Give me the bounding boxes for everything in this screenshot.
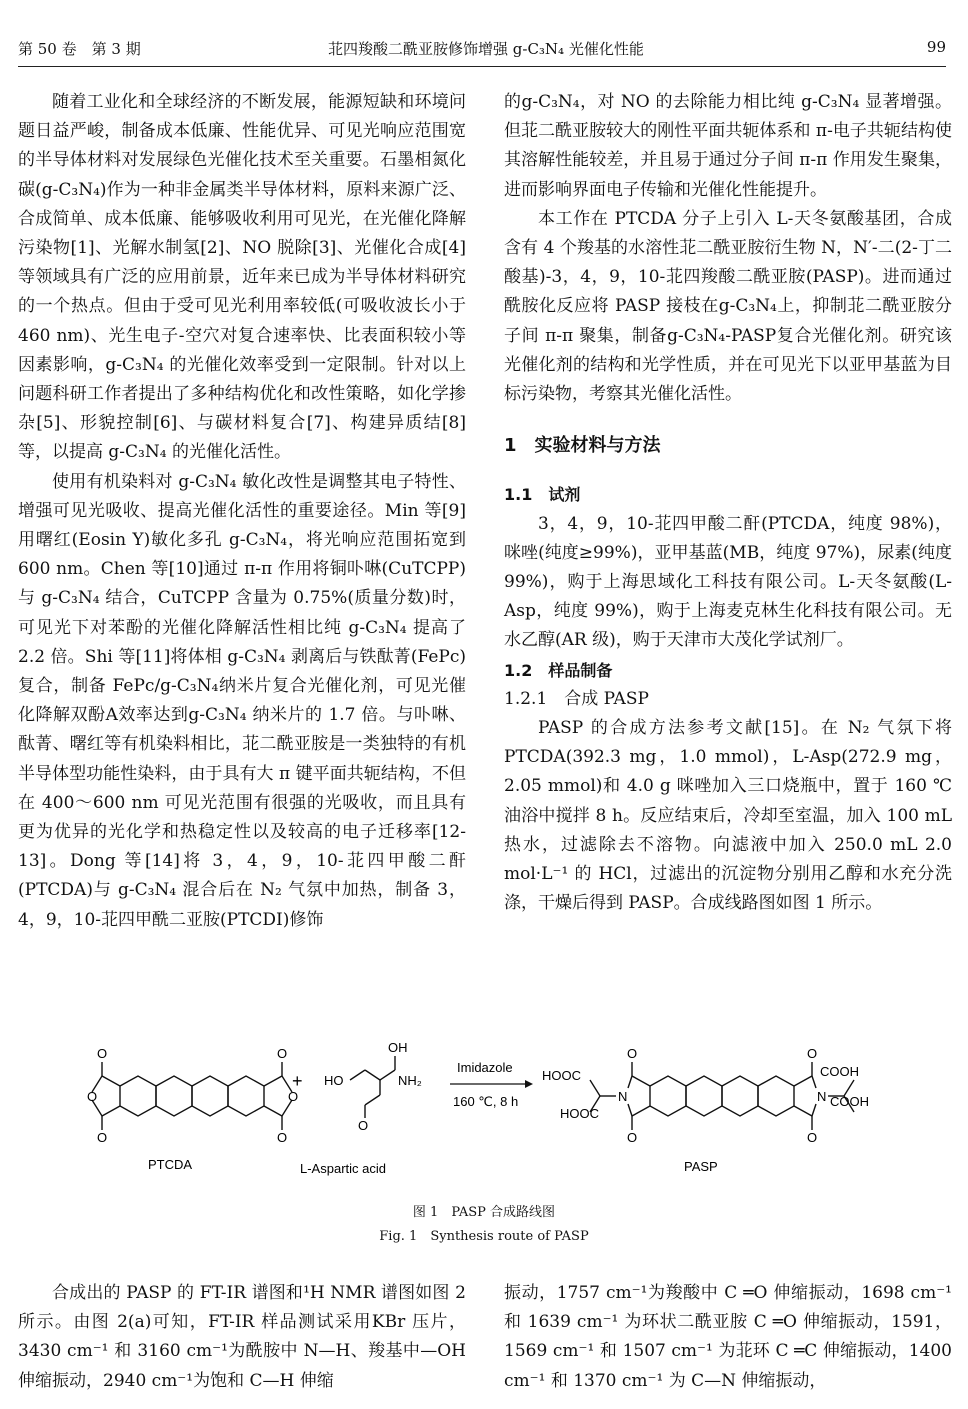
plus-sign: + xyxy=(292,1071,303,1091)
reaction-arrow-head xyxy=(525,1080,533,1088)
label-ptcda: PTCDA xyxy=(148,1157,193,1172)
aspartic-acid-structure xyxy=(350,1056,395,1118)
pasp-o-3: O xyxy=(807,1046,818,1061)
ptcda-o-top-left: O xyxy=(97,1046,108,1061)
running-title: 苝四羧酸二酰亚胺修饰增强 g-C₃N₄ 光催化性能 xyxy=(328,40,644,58)
ptcda-o-top-right: O xyxy=(277,1046,288,1061)
reagents-paragraph: 3，4，9，10-苝四甲酸二酐(PTCDA，纯度 98%)，咪唑(纯度≥99%)，亚甲基蓝(MB，纯度 97%)，尿素(纯度99%)，购于上海思域化工科技有限公司。L-天冬氨酸(L-Asp，纯度 99%)，购于上海麦克林生化科技有限公司。无水乙醇(AR 级)，购于天津市大茂化学试剂厂。 xyxy=(504,513,952,651)
section-1-1-heading: 1.1 试剂 xyxy=(504,485,581,505)
section-1-heading: 1 实验材料与方法 xyxy=(504,435,661,457)
ptcda-o-left: O xyxy=(87,1089,98,1104)
ptcda-o-bottom-left: O xyxy=(97,1130,108,1145)
label-pasp: PASP xyxy=(684,1159,718,1174)
bottom-right-column xyxy=(504,1279,952,1396)
section-1-2-1-heading: 1.2.1 合成 PASP xyxy=(504,688,649,709)
pasp-cooh-bottom: COOH xyxy=(830,1094,869,1109)
ptcda-structure xyxy=(92,1062,292,1130)
pasp-o-1: O xyxy=(627,1046,638,1061)
left-column xyxy=(18,88,466,935)
pasp-hooc-top: HOOC xyxy=(542,1068,581,1083)
asp-oh: OH xyxy=(388,1040,408,1055)
pasp-structure xyxy=(590,1062,854,1130)
ftir-paragraph-start: 合成出的 PASP 的 FT-IR 谱图和¹H NMR 谱图如图 2 所示。由图 2(a)可知，FT-IR 样品测试采用KBr 压片，3430 cm⁻¹ 和 3160 cm⁻¹为酰胺中 N—H、羧基中—OH 伸缩振动，2940 cm⁻¹为饱和 C—H 伸缩 xyxy=(18,1283,466,1391)
ftir-paragraph-continued: 振动，1757 cm⁻¹为羧酸中 C ═O 伸缩振动，1698 cm⁻¹和 1639 cm⁻¹ 为环状二酰亚胺 C ═O 伸缩振动，1591，1569 cm⁻¹ 和 1507 cm⁻¹ 为苝环 C ═C 伸缩振动，1400 cm⁻¹ 和 1370 cm⁻¹ 为 C—N 伸缩振动， xyxy=(504,1283,952,1391)
intro-paragraph-2: 使用有机染料对 g-C₃N₄ 敏化改性是调整其电子特性、增强可见光吸收、提高光催化活性的重要途径。Min 等[9]用曙红(Eosin Y)敏化多孔 g-C₃N₄，将光响应范围拓宽到 600 nm。Chen 等[10]通过 π-π 作用将铜卟啉(CuTCPP)与 g-C₃N₄ 结合，CuTCPP 含量为 0.75%(质量分数)时，可见光下对苯酚的光催化降解活性相比纯 g-C₃N₄ 提高了 2.2 倍。Shi 等[11]将体相 g-C₃N₄ 剥离后与铁酞菁(FePc)复合，制备 FePc/g-C₃N₄纳米片复合光催化剂，可见光催化降解双酚A效率达到g-C₃N₄ 纳米片的 1.7 倍。与卟啉、酞菁、曙红等有机染料相比，苝二酰亚胺是一类独特的有机半导体型功能性染料，由于具有大 π 键平面共轭结构，不但在 400～600 nm 可见光范围有很强的光吸收，而且具有更为优异的光化学和热稳定性以及较高的电子迁移率[12-13]。Dong 等[14]将 3，4，9，10-苝四甲酸二酐(PTCDA)与 g-C₃N₄ 混合后在 N₂ 气氛中加热，制备 3，4，9，10-苝四甲酰二亚胺(PTCDI)修饰 xyxy=(18,471,466,930)
asp-o: O xyxy=(358,1118,369,1133)
section-1-2-heading: 1.2 样品制备 xyxy=(504,660,613,680)
ptcda-o-right: O xyxy=(288,1089,299,1104)
label-aspartic-acid: L-Aspartic acid xyxy=(300,1161,386,1176)
intro-paragraph-1: 随着工业化和全球经济的不断发展，能源短缺和环境问题日益严峻，制备成本低廉、性能优异、可见光响应范围宽的半导体材料对发展绿色光催化技术至关重要。石墨相氮化碳(g-C₃N₄)作为一种非金属类半导体材料，原料来源广泛、合成简单、成本低廉、能够吸收利用可见光，在光催化降解污染物[1]、光解水制氢[2]、NO 脱除[3]、光催化合成[4]等领域具有广泛的应用前景，近年来已成为半导体材料研究的一个热点。但由于受可见光利用率较低(可吸收波长小于460 nm)、光生电子-空穴对复合速率快、比表面积较小等因素影响，g-C₃N₄ 的光催化效率受到一定限制。针对以上问题科研工作者提出了多种结构优化和改性策略，如化学掺杂[5]、形貌控制[6]、与碳材料复合[7]、构建异质结[8]等，以提高 g-C₃N₄ 的光催化活性。 xyxy=(18,92,466,463)
synthesis-scheme xyxy=(80,1040,900,1190)
reagent-label: Imidazole xyxy=(457,1060,513,1075)
bottom-left-column xyxy=(18,1279,466,1396)
page-number: 99 xyxy=(926,38,946,56)
asp-nh2: NH₂ xyxy=(398,1073,422,1088)
figure-caption-cn: 图 1 PASP 合成路线图 xyxy=(412,1205,556,1220)
asp-ho: HO xyxy=(324,1073,344,1088)
conditions-label: 160 ℃, 8 h xyxy=(453,1094,519,1109)
pasp-o-2: O xyxy=(627,1130,638,1145)
pasp-cooh-top: COOH xyxy=(820,1064,859,1079)
synthesis-paragraph: PASP 的合成方法参考文献[15]。在 N₂ 气氛下将 PTCDA(392.3 mg，1.0 mmol)，L-Asp(272.9 mg，2.05 mmol)和 4.0 g 咪唑加入三口烧瓶中，置于 160 ℃油浴中搅拌 8 h。反应结束后，冷却至室温，加入 100 mL 热水，过滤除去不溶物。向滤液中加入 250.0 mL 2.0 mol·L⁻¹ 的 HCl，过滤出的沉淀物分别用乙醇和水充分洗涤，干燥后得到 PASP。合成线路图如图 1 所示。 xyxy=(504,718,952,914)
running-header xyxy=(18,36,946,67)
right-column xyxy=(504,88,952,918)
volume-issue: 第 50 卷 第 3 期 xyxy=(18,40,141,58)
intro-paragraph-4: 本工作在 PTCDA 分子上引入 L-天冬氨酸基团，合成含有 4 个羧基的水溶性苝二酰亚胺衍生物 N，N′-二(2-丁二酸基)-3，4，9，10-苝四羧酸二酰亚胺(PASP)。进而通过酰胺化反应将 PASP 接枝在g-C₃N₄上，抑制苝二酰亚胺分子间 π-π 聚集，制备g-C₃N₄-PASP复合光催化剂。研究该光催化剂的结构和光学性质，并在可见光下以亚甲基蓝为目标污染物，考察其光催化活性。 xyxy=(504,208,952,405)
pasp-n-right: N xyxy=(817,1089,827,1104)
ptcda-o-bottom-right: O xyxy=(277,1130,288,1145)
pasp-o-4: O xyxy=(807,1130,818,1145)
pasp-hooc-bottom: HOOC xyxy=(560,1106,599,1121)
intro-paragraph-3: 的g-C₃N₄，对 NO 的去除能力相比纯 g-C₃N₄ 显著增强。但苝二酰亚胺较大的刚性平面共轭体系和 π-电子共轭结构使其溶解性能较差，并且易于通过分子间 π-π 作用发生聚集，进而影响界面电子传输和光催化性能提升。 xyxy=(504,92,952,200)
pasp-n-left: N xyxy=(618,1089,628,1104)
figure-caption-en: Fig. 1 Synthesis route of PASP xyxy=(379,1229,589,1244)
